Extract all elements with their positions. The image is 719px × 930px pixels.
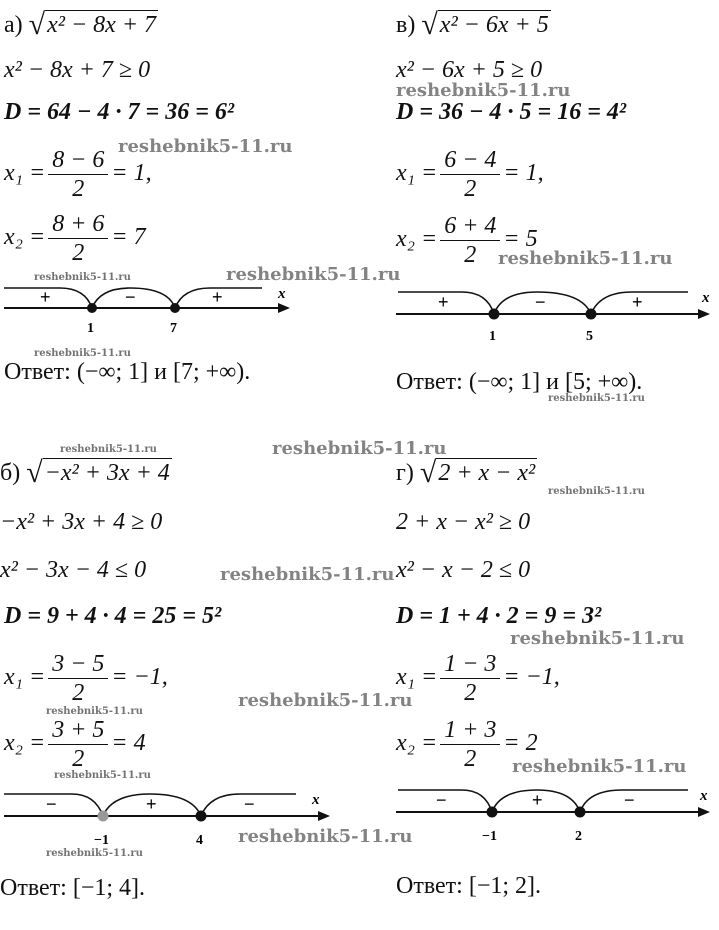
a-discriminant: D = 64 − 4 · 7 = 36 = 6² bbox=[4, 99, 235, 125]
a-number-line bbox=[0, 278, 300, 338]
watermark: reshebnik5-11.ru bbox=[60, 444, 157, 455]
g-header bbox=[396, 456, 537, 489]
b-radicand: −x² + 3x + 4 bbox=[44, 460, 170, 486]
b-point-label-2: 4 bbox=[196, 833, 203, 848]
a-axis-label: x bbox=[278, 286, 286, 302]
v-radical: √x² − 6x + 5 bbox=[421, 8, 549, 41]
v-x2-den: 2 bbox=[464, 242, 477, 268]
v-inequality: x² − 6x + 5 ≥ 0 bbox=[396, 57, 543, 83]
watermark: reshebnik5-11.ru bbox=[396, 80, 571, 101]
g-point-2 bbox=[575, 807, 586, 818]
g-x1-fraction bbox=[440, 652, 500, 705]
b-x2-fraction bbox=[48, 718, 108, 771]
g-radicand: 2 + x − x² bbox=[438, 460, 536, 486]
g-x1-num: 1 − 3 bbox=[440, 652, 500, 679]
b-x1-fraction bbox=[48, 652, 108, 705]
g-inequality: 2 + x − x² ≥ 0 bbox=[396, 509, 531, 535]
a-axis-arrow bbox=[278, 303, 290, 313]
v-point-2 bbox=[586, 309, 597, 320]
a-x2-num: 8 + 6 bbox=[48, 212, 108, 239]
a-header bbox=[4, 8, 158, 41]
b-x2-lhs: x₂ = bbox=[4, 730, 46, 757]
a-x1-fraction bbox=[48, 148, 108, 201]
b-x1-den: 2 bbox=[72, 680, 85, 706]
g-point-1 bbox=[487, 807, 498, 818]
watermark: reshebnik5-11.ru bbox=[510, 628, 685, 649]
v-axis-label: x bbox=[702, 290, 710, 306]
watermark: reshebnik5-11.ru bbox=[548, 486, 645, 497]
a-root2 bbox=[4, 212, 146, 265]
v-axis-arrow bbox=[698, 309, 710, 319]
a-x2-lhs: x₂ = bbox=[4, 224, 46, 251]
b-x1-rhs: = −1, bbox=[111, 664, 168, 691]
v-number-line bbox=[392, 280, 718, 348]
a-point-label-1: 1 bbox=[87, 321, 94, 336]
g-x1-rhs: = −1, bbox=[503, 664, 560, 691]
v-point-label-2: 5 bbox=[586, 329, 593, 344]
v-sign-3: + bbox=[632, 292, 643, 312]
b-point-1 bbox=[98, 811, 109, 822]
b-label: б) bbox=[0, 460, 21, 486]
v-point-label-1: 1 bbox=[489, 329, 496, 344]
b-inequality-2: x² − 3x − 4 ≤ 0 bbox=[0, 557, 147, 583]
g-sign-1: − bbox=[436, 790, 447, 810]
v-x1-den: 2 bbox=[464, 176, 477, 202]
v-discriminant: D = 36 − 4 · 5 = 16 = 4² bbox=[396, 99, 627, 125]
g-radical: √2 + x − x² bbox=[419, 456, 536, 489]
watermark: reshebnik5-11.ru bbox=[238, 690, 413, 711]
v-x1-fraction bbox=[440, 148, 500, 201]
a-inequality: x² − 8x + 7 ≥ 0 bbox=[4, 57, 151, 83]
b-x1-num: 3 − 5 bbox=[48, 652, 108, 679]
a-x1-lhs: x₁ = bbox=[4, 160, 46, 187]
a-radical: √x² − 8x + 7 bbox=[28, 8, 157, 41]
a-sign-2: − bbox=[125, 287, 136, 307]
v-answer: Ответ: (−∞; 1] и [5; +∞). bbox=[396, 369, 643, 395]
watermark: reshebnik5-11.ru bbox=[226, 264, 401, 285]
b-sign-2: + bbox=[146, 794, 157, 814]
g-label: г) bbox=[396, 460, 414, 486]
b-inequality: −x² + 3x + 4 ≥ 0 bbox=[0, 509, 163, 535]
b-sign-3: − bbox=[244, 794, 255, 814]
v-label: в) bbox=[396, 12, 416, 38]
g-number-line bbox=[392, 780, 718, 846]
v-point-1 bbox=[489, 309, 500, 320]
a-radicand: x² − 8x + 7 bbox=[47, 12, 157, 38]
v-x1-num: 6 − 4 bbox=[440, 148, 500, 175]
b-radical: √−x² + 3x + 4 bbox=[26, 456, 170, 489]
b-header bbox=[0, 456, 172, 489]
a-x1-den: 2 bbox=[72, 176, 85, 202]
watermark: reshebnik5-11.ru bbox=[498, 248, 673, 269]
g-axis-arrow bbox=[698, 807, 710, 817]
watermark: reshebnik5-11.ru bbox=[34, 272, 131, 283]
v-x2-rhs: = 5 bbox=[503, 226, 538, 253]
a-x2-fraction bbox=[48, 212, 108, 265]
watermark: reshebnik5-11.ru bbox=[220, 564, 395, 585]
a-label: а) bbox=[4, 12, 23, 38]
b-x2-rhs: = 4 bbox=[111, 730, 146, 757]
v-sign-2: − bbox=[535, 292, 546, 312]
v-x2-fraction bbox=[440, 214, 500, 267]
watermark: reshebnik5-11.ru bbox=[118, 136, 293, 157]
g-x1-den: 2 bbox=[464, 680, 477, 706]
watermark: reshebnik5-11.ru bbox=[272, 438, 447, 459]
g-x2-lhs: x₂ = bbox=[396, 730, 438, 757]
b-point-2 bbox=[196, 811, 207, 822]
b-axis-label: x bbox=[312, 792, 320, 808]
b-root1 bbox=[4, 652, 168, 705]
a-sign-3: + bbox=[212, 287, 223, 307]
g-sign-2: + bbox=[532, 790, 543, 810]
b-x1-lhs: x₁ = bbox=[4, 664, 46, 691]
a-point-1 bbox=[87, 303, 97, 313]
g-answer: Ответ: [−1; 2]. bbox=[396, 873, 542, 899]
v-x1-rhs: = 1, bbox=[503, 160, 544, 187]
a-point-label-2: 7 bbox=[170, 321, 177, 336]
g-x2-den: 2 bbox=[464, 746, 477, 772]
g-x2-num: 1 + 3 bbox=[440, 718, 500, 745]
b-root2 bbox=[4, 718, 146, 771]
v-x2-lhs: x₂ = bbox=[396, 226, 438, 253]
v-x1-lhs: x₁ = bbox=[396, 160, 438, 187]
v-x2-num: 6 + 4 bbox=[440, 214, 500, 241]
a-x2-den: 2 bbox=[72, 240, 85, 266]
watermark: reshebnik5-11.ru bbox=[54, 770, 151, 781]
b-discriminant: D = 9 + 4 · 4 = 25 = 5² bbox=[4, 603, 222, 629]
a-answer: Ответ: (−∞; 1] и [7; +∞). bbox=[4, 359, 251, 385]
a-sign-1: + bbox=[40, 287, 51, 307]
watermark: reshebnik5-11.ru bbox=[46, 706, 143, 717]
g-inequality-2: x² − x − 2 ≤ 0 bbox=[396, 557, 531, 583]
g-x1-lhs: x₁ = bbox=[396, 664, 438, 691]
watermark: reshebnik5-11.ru bbox=[34, 348, 131, 359]
watermark: reshebnik5-11.ru bbox=[548, 393, 645, 404]
v-radicand: x² − 6x + 5 bbox=[439, 12, 549, 38]
g-root1 bbox=[396, 652, 560, 705]
g-point-label-1: −1 bbox=[482, 829, 497, 844]
b-axis-arrow bbox=[318, 811, 330, 821]
v-header bbox=[396, 8, 551, 41]
g-point-label-2: 2 bbox=[575, 829, 582, 844]
watermark: reshebnik5-11.ru bbox=[46, 848, 143, 859]
watermark: reshebnik5-11.ru bbox=[238, 826, 413, 847]
b-answer: Ответ: [−1; 4]. bbox=[0, 875, 146, 901]
v-root1 bbox=[396, 148, 544, 201]
a-point-2 bbox=[170, 303, 180, 313]
g-axis-label: x bbox=[700, 788, 708, 804]
b-x2-num: 3 + 5 bbox=[48, 718, 108, 745]
a-x2-rhs: = 7 bbox=[111, 224, 146, 251]
g-sign-3: − bbox=[624, 790, 635, 810]
a-x1-rhs: = 1, bbox=[111, 160, 152, 187]
g-x2-fraction bbox=[440, 718, 500, 771]
g-x2-rhs: = 2 bbox=[503, 730, 538, 757]
b-point-label-1: −1 bbox=[94, 833, 109, 848]
b-x2-den: 2 bbox=[72, 746, 85, 772]
g-discriminant: D = 1 + 4 · 2 = 9 = 3² bbox=[396, 603, 602, 629]
b-sign-1: − bbox=[46, 794, 57, 814]
a-x1-num: 8 − 6 bbox=[48, 148, 108, 175]
v-sign-1: + bbox=[438, 292, 449, 312]
watermark: reshebnik5-11.ru bbox=[512, 756, 687, 777]
